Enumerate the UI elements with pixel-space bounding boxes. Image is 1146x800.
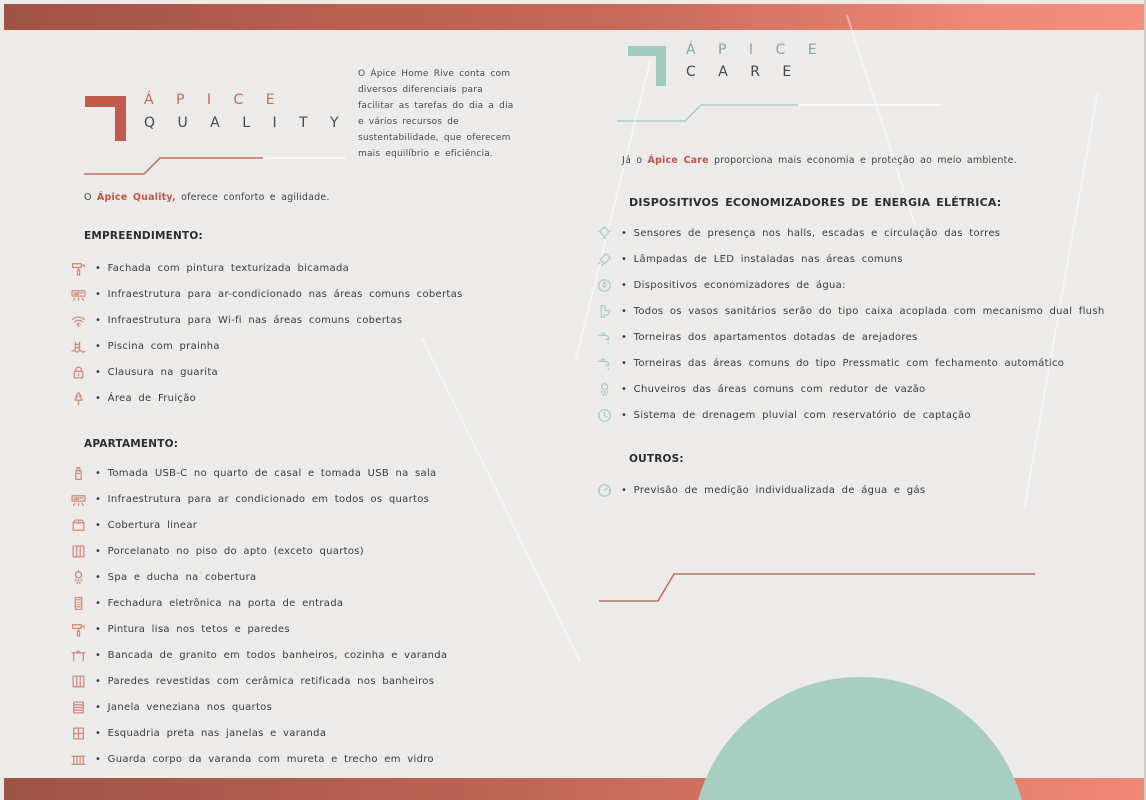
shower-icon (71, 570, 86, 585)
list-item (71, 616, 447, 642)
list-item-text: • Torneiras dos apartamentos dotadas de arejadores (621, 331, 918, 343)
list-item (71, 385, 463, 411)
quality-tagline-suffix: oferece conforto e agilidade. (175, 192, 330, 203)
list-item-text: • Piscina com prainha (95, 340, 220, 352)
list-item-text: • Infraestrutura para ar-condicionado nas áreas comuns cobertas (95, 288, 463, 300)
quality-sub-title: Q U A L I T Y (144, 115, 348, 131)
list-item (71, 281, 463, 307)
care-brand-title: Á P I C E (686, 42, 826, 58)
pool-icon (71, 339, 86, 354)
list-item-text: • Pintura lisa nos tetos e paredes (95, 623, 290, 635)
tiles-icon (71, 544, 86, 559)
list-apartamento (71, 460, 447, 772)
care-divider-line (615, 100, 945, 124)
list-item-text: • Lâmpadas de LED instaladas nas áreas comuns (621, 253, 903, 265)
list-item-text: • Chuveiros das áreas comuns com redutor de vazão (621, 383, 926, 395)
list-item (71, 255, 463, 281)
list-item (71, 668, 447, 694)
window-frame-icon (71, 726, 86, 741)
paint-roller-icon (71, 261, 86, 276)
list-item (71, 307, 463, 333)
paint-roller-icon (71, 622, 86, 637)
list-item (71, 564, 447, 590)
faucet-icon (597, 356, 612, 371)
list-item-text: • Clausura na guarita (95, 366, 218, 378)
list-item-text: • Torneiras das áreas comuns do tipo Pressmatic com fechamento automático (621, 357, 1065, 369)
list-empreendimento (71, 255, 463, 411)
list-item (597, 272, 1104, 298)
list-item (71, 590, 447, 616)
list-item-text: • Cobertura linear (95, 519, 198, 531)
bulb-icon (597, 226, 612, 241)
list-item-text: • Tomada USB-C no quarto de casal e tomada USB na sala (95, 467, 437, 479)
list-item (597, 376, 1104, 402)
window-blinds-icon (71, 700, 86, 715)
quality-tagline-prefix: O (84, 192, 97, 203)
keypad-icon (71, 596, 86, 611)
lock-icon (71, 365, 86, 380)
list-item (71, 694, 447, 720)
list-item-text: • Guarda corpo da varanda com mureta e trecho em vidro (95, 753, 434, 765)
list-item-text: • Infraestrutura para ar condicionado em todos os quartos (95, 493, 430, 505)
list-item (597, 350, 1104, 376)
faucet-icon (597, 330, 612, 345)
usb-icon (71, 466, 86, 481)
led-icon (597, 252, 612, 267)
list-item (597, 246, 1104, 272)
list-item-text: • Infraestrutura para Wi-fi nas áreas comuns cobertas (95, 314, 403, 326)
list-item (71, 512, 447, 538)
heading-apartamento: APARTAMENTO: (84, 438, 179, 450)
care-tagline (622, 155, 1017, 166)
list-dispositivos (597, 220, 1104, 428)
list-item-text: • Janela veneziana nos quartos (95, 701, 273, 713)
list-item (597, 324, 1104, 350)
quality-brand-title: Á P I C E (144, 92, 284, 108)
list-item (71, 720, 447, 746)
bottom-accent-line (597, 571, 1037, 605)
list-item-text: • Paredes revestidas com cerâmica retificada nos banheiros (95, 675, 435, 687)
list-item (597, 402, 1104, 428)
top-gradient-bar (4, 4, 1144, 30)
list-item-text: • Fachada com pintura texturizada bicamada (95, 262, 350, 274)
quality-tagline (84, 192, 330, 203)
heading-dispositivos: DISPOSITIVOS ECONOMIZADORES DE ENERGIA ELÉTRICA: (629, 196, 1002, 209)
list-item-text: • Dispositivos economizadores de água: (621, 279, 846, 291)
wifi-icon (71, 313, 86, 328)
list-item-text: • Spa e ducha na cobertura (95, 571, 257, 583)
quality-logo-corner-icon (85, 96, 126, 141)
list-item-text: • Previsão de medição individualizada de água e gás (621, 484, 926, 496)
list-item (71, 538, 447, 564)
counter-icon (71, 648, 86, 663)
list-item-text: • Sensores de presença nos halls, escadas e circulação das torres (621, 227, 1001, 239)
list-item-text: • Esquadria preta nas janelas e varanda (95, 727, 327, 739)
list-item (597, 477, 925, 503)
ac-unit-icon (71, 492, 86, 507)
quality-tagline-brand: Ápice Quality, (96, 192, 176, 203)
quality-divider-line (82, 153, 348, 177)
list-item (597, 298, 1104, 324)
heading-outros: OUTROS: (629, 453, 684, 465)
list-item (597, 220, 1104, 246)
list-item (71, 333, 463, 359)
box-icon (71, 518, 86, 533)
shower-icon (597, 382, 612, 397)
list-item-text: • Todos os vasos sanitários serão do tipo caixa acoplada com mecanismo dual flush (621, 305, 1105, 317)
list-item (71, 642, 447, 668)
care-sub-title: C A R E (686, 64, 801, 80)
list-item (71, 460, 447, 486)
clock-icon (597, 408, 612, 423)
toilet-icon (597, 304, 612, 319)
ac-unit-icon (71, 287, 86, 302)
care-tagline-suffix: proporciona mais economia e proteção ao meio ambiente. (708, 155, 1017, 166)
list-item (71, 486, 447, 512)
care-tagline-prefix: Já o (622, 155, 648, 166)
list-item-text: • Sistema de drenagem pluvial com reservatório de captação (621, 409, 971, 421)
list-item-text: • Porcelanato no piso do apto (exceto quartos) (95, 545, 364, 557)
list-outros (597, 477, 925, 503)
intro-paragraph: O Ápice Home Rive conta com diversos diferenciais para facilitar as tarefas do dia a dia e vários recursos de sustentabilidade, que oferecem mais equilíbrio e eficiência. (358, 69, 514, 159)
care-tagline-brand: Ápice Care (647, 155, 709, 166)
water-timer-icon (597, 278, 612, 293)
list-item-text: • Área de Fruição (95, 392, 197, 404)
tiles-icon (71, 674, 86, 689)
list-item (71, 746, 447, 772)
list-item (71, 359, 463, 385)
list-item-text: • Fechadura eletrônica na porta de entrada (95, 597, 344, 609)
decorative-teal-circle (692, 677, 1028, 800)
tree-icon (71, 391, 86, 406)
heading-empreendimento: EMPREENDIMENTO: (84, 230, 203, 242)
meter-icon (597, 483, 612, 498)
railing-icon (71, 752, 86, 767)
list-item-text: • Bancada de granito em todos banheiros, cozinha e varanda (95, 649, 448, 661)
